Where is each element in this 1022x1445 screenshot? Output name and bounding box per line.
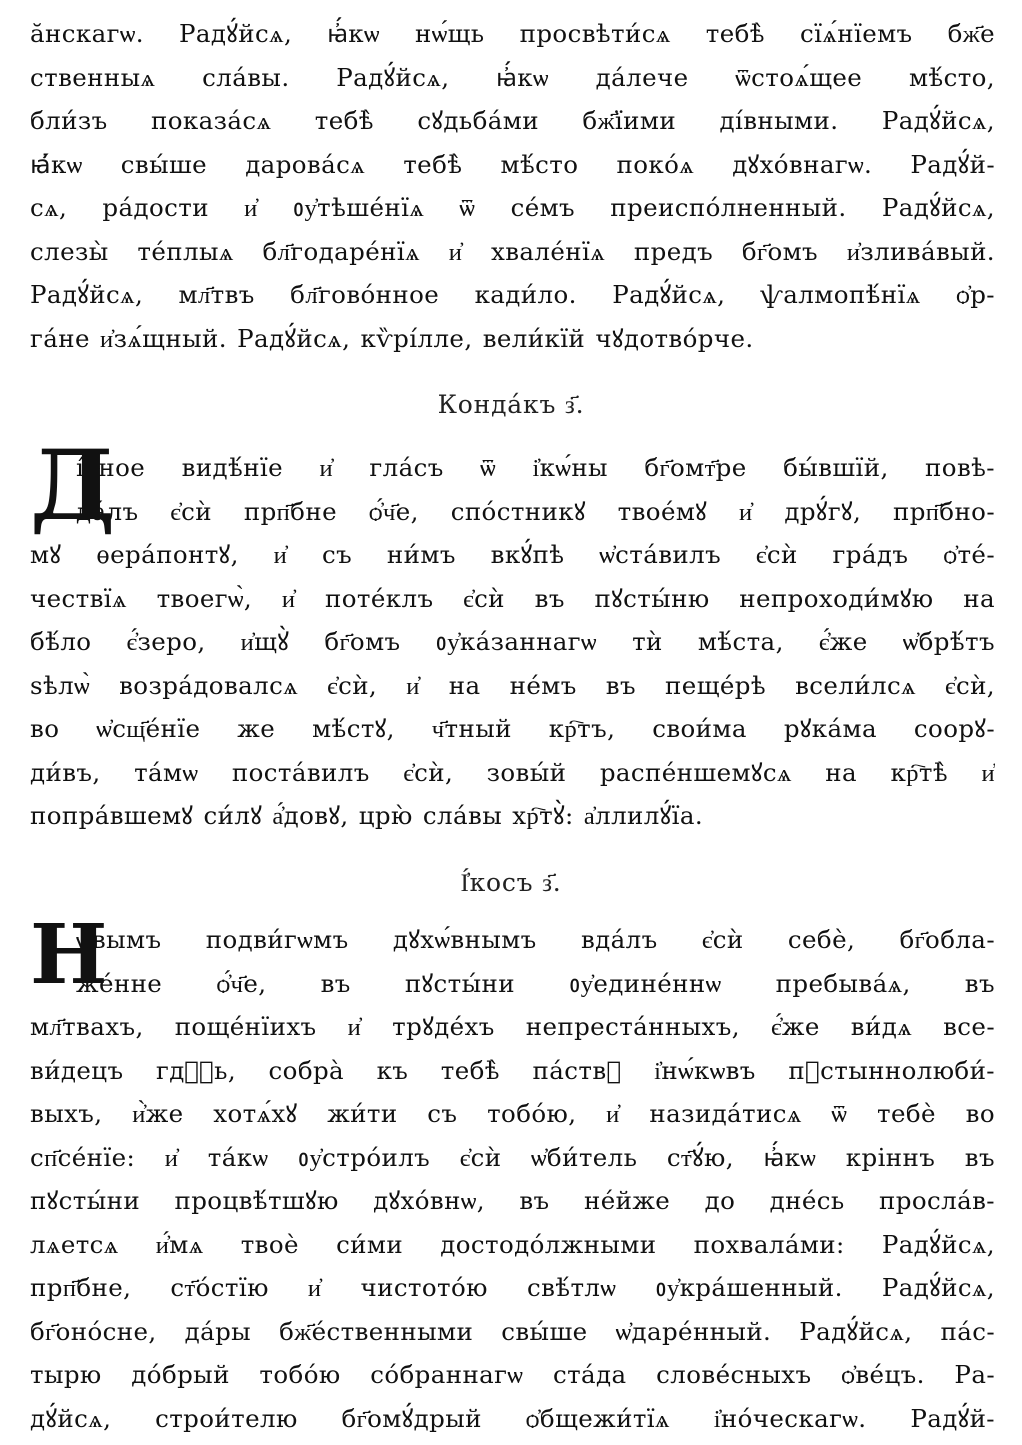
text-line: і́вное видѣ́нїе и҆ гла́съ ѿ і҆кѡ́ны бг҃омт҃ре бы́вшїй, повѣ- — [76, 453, 995, 482]
text-line: ѡ́вымъ подви́гѡмъ дꙋхѡ́внымъ вда́лъ є҆сѝ себѐ, бг҃обла- — [76, 925, 995, 954]
text-line: ѕѣлѡ̀ возра́довалсѧ є҆сѝ, и҆ на не́мъ въ пеще́рѣ всели́лсѧ є҆сѝ, — [30, 670, 995, 700]
text-line: прп҃бне, ст҃о́стїю и҆ чистото́ю свѣ́тлѡ ᲂу҆кра́шенный. Радꙋ́йсѧ, — [30, 1273, 995, 1302]
text-line: бѣ́ло є҆́зеро, и҆щꙋ̀ бг҃омъ ᲂу҆ка́заннагѡ тѝ мѣ́ста, є҆́же ѡ҆брѣ́тъ — [30, 627, 995, 656]
text-line: пꙋсты́ни процвѣ́тшꙋю дꙋхо́внѡ, въ не́йже до дне́сь просла́в- — [30, 1186, 995, 1215]
kontakion-heading: Конда́къ з҃. — [437, 390, 585, 419]
text-line: во ѡ҆сщ҃е́нїе же мѣ́стꙋ, ч҃тный кр҇тъ, свои́ма рꙋка́ма соорꙋ- — [30, 714, 995, 743]
text-line: ӑнскагѡ. Радꙋ́йсѧ, ꙗ҆́кѡ нѡ́щь просвѣти́сѧ тебѣ̀ сїѧ́нїемъ бж҃е — [30, 19, 995, 48]
text-line: слезы̀ те́плыѧ бл҃годаре́нїѧ и҆ хвале́нїѧ предъ бг҃омъ и҆злива́вый. — [30, 236, 995, 266]
text-line: мꙋ ѳера́понтꙋ, и҆ съ ни́мъ вкꙋ́пѣ ѡ҆ста́вилъ є҆сѝ гра́дъ ѻ҆те́- — [30, 540, 995, 569]
text-line: тырю до́брый тобо́ю со́браннагѡ ста́да слове́сныхъ ѻ҆ве́цъ. Ра- — [30, 1360, 995, 1389]
ikos-drop-cap: Н — [30, 907, 108, 1003]
text-line: ственныѧ сла́вы. Радꙋ́йсѧ, ꙗ҆́кѡ да́лече ѿстоѧ́щее мѣ́сто, — [30, 62, 995, 92]
text-line: ꙗ҆́кѡ свы́ше дарова́сѧ тебѣ̀ мѣ́сто поко́ѧ дꙋхо́внагѡ. Радꙋ́й- — [30, 149, 995, 179]
kontakion-paragraph — [30, 429, 995, 838]
text-line: да́лъ є҆сѝ прп҃бне ѻ҆́ч҃е, спо́стникꙋ твое́мꙋ и҆ дрꙋ́гꙋ, прп҃бно- — [76, 496, 995, 526]
text-line: ви́децъ гдⷭ҇ь, собра̀ къ тебѣ̀ па́ствꙋ і҆нѡ́кѡвъ пꙋстыннолюби́- — [30, 1055, 995, 1085]
text-line: сѧ, ра́дости и҆ ᲂу҆тѣше́нїѧ ѿ се́мъ преиспо́лненный. Радꙋ́йсѧ, — [30, 193, 995, 222]
text-line: мл҃твахъ, поще́нїихъ и҆ трꙋде́хъ непреста́нныхъ, є҆́же ви́дѧ все- — [30, 1012, 995, 1041]
ikos-heading: І҆́косъ з҃. — [460, 868, 562, 897]
kontakion-drop-cap: Д — [30, 429, 116, 542]
text-line: бли́зъ показа́сѧ тебѣ̀ сꙋдьба́ми бж҃їими ді́вными. Радꙋ́йсѧ, — [30, 106, 995, 135]
text-line: же́нне ѻ҆́ч҃е, въ пꙋсты́ни ᲂу҆едине́ннѡ пребыва́ѧ, въ — [76, 968, 995, 998]
text-line: чествїѧ твоегѡ̀, и҆ поте́клъ є҆сѝ въ пꙋсты́ню непроходи́мꙋю на — [30, 583, 995, 613]
text-line: бг҃оно́сне, да́ры бж҃е́ственными свы́ше ѡ҆даре́нный. Радꙋ́йсѧ, па́с- — [30, 1316, 995, 1346]
text-line: ди́въ, та́мѡ поста́вилъ є҆сѝ, зовы́й распе́ншемꙋсѧ на кр҇тѣ̀ и҆ — [30, 757, 995, 787]
text-line: дꙋ́йсѧ, строи́телю бг҃омꙋ́дрый ѻ҆бщежи́тїѧ і҆но́ческагѡ. Радꙋ́й- — [30, 1403, 995, 1433]
text-line: лѧетсѧ и҆́мѧ твоѐ си́ми достодо́лжными похвала́ми: Радꙋ́йсѧ, — [30, 1229, 995, 1259]
text-line: га́не и҆зѧ́щный. Радꙋ́йсѧ, кѷрі́лле, вели́кїй чꙋдотво́рче. — [30, 323, 754, 353]
text-line: попра́вшемꙋ си́лꙋ а҆́довꙋ, црю̀ сла́вы хр҇тꙋ̀: а҆ллилꙋ́їа. — [30, 801, 704, 830]
opening-text-block — [30, 12, 995, 360]
ikos-paragraph — [30, 907, 995, 1440]
text-line: Радꙋ́йсѧ, мл҃твъ бл҃гово́нное кади́ло. Радꙋ́йсѧ, ѱалмопѣ́нїѧ ѻ҆р- — [30, 280, 995, 309]
text-line: выхъ, и҆̀же хотѧ́хꙋ жи́ти съ тобо́ю, и҆ назида́тисѧ ѿ тебѐ во — [30, 1099, 995, 1128]
text-line: сп҃се́нїе: и҆ та́кѡ ᲂу҆стро́илъ є҆сѝ ѡ҆би́тель ст҃ꙋ́ю, ꙗ҆́кѡ кріннъ въ — [30, 1142, 995, 1172]
